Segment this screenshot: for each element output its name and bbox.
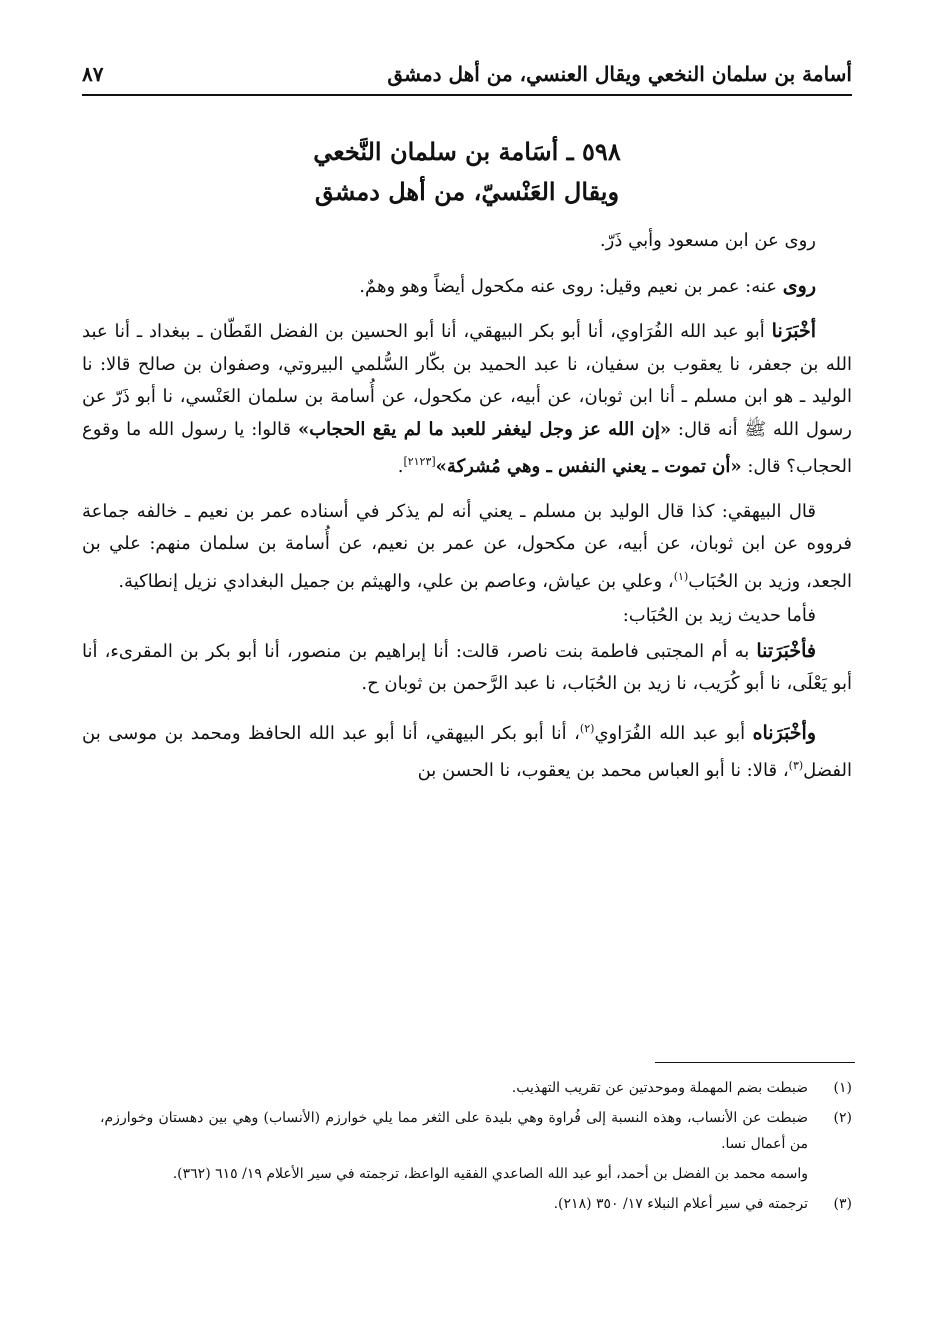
paragraph-7-lead: وأخْبَرَناه: [752, 721, 817, 744]
paragraph-4-text: قال البيهقي: كذا قال الوليد بن مسلم ـ يعني أنه لم يذكر في أسناده عمر بن نعيم ـ خالفه جماعة فرووه عن ابن ثوبان، عن أبيه، عن مكحول، عن عمر بن نعيم، عن أُسامة بن سلمان منهم: علي بن الجعد، وزيد بن الحُبَاب: [82, 500, 852, 592]
footnote-2-continued: [100, 1161, 852, 1187]
page-header: [82, 58, 852, 96]
footnote-1-number: (١): [833, 1080, 852, 1096]
entry-title-line2: ويقال العَنْسيّ، من أهل دمشق: [314, 177, 620, 206]
paragraph-1: [82, 225, 852, 258]
running-title: أسامة بن سلمان النخعي ويقال العنسي، من أهل دمشق: [387, 62, 852, 86]
paragraph-4: [82, 496, 852, 599]
hadith-quote-2: «أن تموت ـ يعني النفس ـ وهي مُشركة»: [435, 456, 742, 477]
footnote-marker-2: (٢): [579, 721, 595, 735]
paragraph-7: [82, 713, 852, 788]
paragraph-4-end: ، وعلي بن عياش، وعاصم بن علي، والهيثم بن جميل البغدادي نزيل إنطاكية.: [118, 570, 674, 592]
footnote-2-continued-text: واسمه محمد بن الفضل بن أحمد، أبو عبد الله الصاعدي الفقيه الواعظ، ترجمته في سير الأعلام ١٩/ ٦١٥ (٣٦٢).: [172, 1166, 808, 1182]
paragraph-3-lead: أخْبَرَنا: [771, 320, 816, 342]
paragraph-6-lead: فأخْبَرَتنا: [756, 639, 816, 662]
paragraph-7-text-b: ، أنا أبو بكر البيهقي، أنا أبو عبد الله الحافظ ومحمد بن موسى بن الفضل: [82, 722, 852, 781]
footnote-marker-1: (١): [673, 569, 689, 583]
footnote-2-number: (٢): [833, 1110, 852, 1126]
footnote-2: [100, 1105, 852, 1157]
paragraph-2-lead: روى: [782, 274, 816, 297]
footnote-3-text: ترجمته في سير أعلام النبلاء ١٧/ ٣٥٠ (٢١٨).: [553, 1196, 808, 1212]
paragraph-3-mid: قالوا: يا رسول الله ما وقوع الحجاب؟ قال:: [82, 418, 852, 477]
body-text: [82, 225, 852, 800]
page-number: ٨٧: [82, 62, 104, 86]
entry-title: [82, 132, 852, 212]
footnotes: [100, 1075, 852, 1221]
paragraph-6-text: به أم المجتبى فاطمة بنت ناصر، قالت: أنا إبراهيم بن منصور، أنا أبو بكر بن المقرىء، أنا أبو يَعْلَى، نا أبو كُرَيب، نا زيد بن الحُبَاب، نا عبد الرَّحمن بن ثوبان ح.: [82, 640, 852, 694]
paragraph-5: [82, 600, 852, 633]
paragraph-7-text-c: ، قالا: نا أبو العباس محمد بن يعقوب، نا الحسن بن: [417, 760, 789, 781]
paragraph-1-text: روى عن ابن مسعود وأبي ذَرّ.: [599, 230, 816, 251]
paragraph-3-end: .: [397, 456, 404, 477]
paragraph-2: [82, 270, 852, 304]
footnote-3: [100, 1191, 852, 1217]
paragraph-3-text: أبو عبد الله الفُرَاوي، أنا أبو بكر البيهقي، أنا أبو الحسين بن الفضل القَطّان ـ ببغداد ـ أنا عبد الله بن جعفر، نا يعقوب بن سفيان، نا عبد الحميد بن بكّار السُّلمي البيروتي، وصفوان بن صالح قالا: نا الوليد ـ هو ابن مسلم ـ أنا ابن ثوبان، عن أبيه، عن مكحول، عن أُسامة بن سلمان العَنْسي، نا أبو ذَرّ عن رسول الله ﷺ أنه قال:: [82, 321, 852, 440]
footnote-1: [100, 1075, 852, 1101]
paragraph-2-text: عنه: عمر بن نعيم وقيل: روى عنه مكحول أيضاً وهو وهمٌ.: [359, 275, 783, 297]
footnote-2-text: ضبطت عن الأنساب، وهذه النسبة إلى فُراوة وهي بليدة على الثغر مما يلي خوارزم (الأنساب) وهي بين دهستان وخوارزم، من أعمال نسا.: [100, 1110, 808, 1152]
hadith-reference: [٢١٢٣]: [403, 455, 436, 468]
paragraph-3: [82, 315, 852, 484]
hadith-quote-1: «إن الله عز وجل ليغفر للعبد ما لم يقع الحجاب»: [297, 418, 672, 440]
footnote-3-number: (٣): [833, 1196, 852, 1212]
footnote-1-text: ضبطت بضم المهملة وموحدتين عن تقريب التهذيب.: [511, 1080, 808, 1096]
entry-title-line1: ٥٩٨ ـ أسَامة بن سلمان النَّخعي: [313, 137, 621, 166]
paragraph-5-text: فأما حديث زيد بن الحُبَاب:: [622, 605, 816, 626]
paragraph-6: [82, 635, 852, 701]
paragraph-7-text-a: أبو عبد الله الفُرَاوي: [594, 722, 753, 744]
footnote-divider: [655, 1062, 855, 1063]
footnote-marker-3: (٣): [788, 759, 804, 772]
